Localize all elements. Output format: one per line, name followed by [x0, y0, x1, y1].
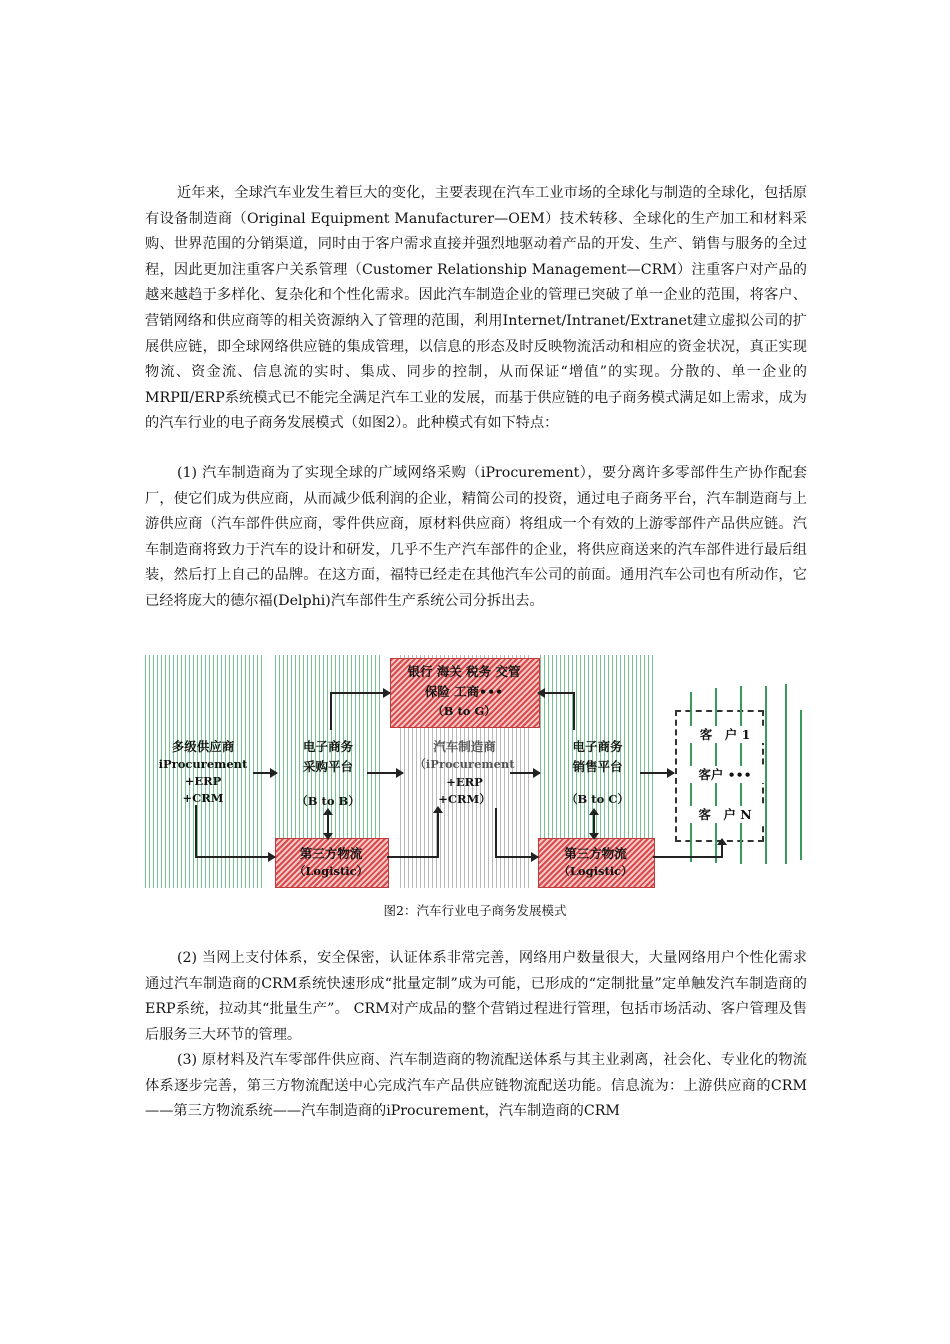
- gov-right-connector: [573, 692, 575, 730]
- supplier-line4: +CRM: [182, 791, 224, 805]
- logistic-left-line2: （Logistic）: [293, 864, 369, 878]
- sales-line3: （B to C）: [566, 792, 629, 806]
- sales-logistic-link: [593, 810, 595, 838]
- figure-caption: 图2：汽车行业电子商务发展模式: [383, 903, 567, 918]
- ecommerce-model-diagram: [145, 650, 810, 890]
- gov-line1: 银行 海关 税务 交管: [407, 664, 521, 679]
- manufacturer-line4: +CRM）: [438, 792, 491, 806]
- paragraph-feature-3: (3) 原材料及汽车零部件供应商、汽车制造商的物流配送体系与其主业剥离，社会化、专业化的物流体系逐步完善，第三方物流配送中心完成汽车产品供应链物流配送功能。信息流为：上游供应商的CRM——第三方物流系统——汽车制造商的iProcurement，汽车制造商的CRM: [145, 1052, 807, 1120]
- gov-line3: （B to G）: [432, 704, 496, 718]
- customer-stripe-6: [800, 710, 802, 860]
- supplier-line2: iProcurement: [158, 757, 248, 771]
- manufacturer-line1: 汽车制造商: [433, 739, 496, 754]
- customer-stripe-5: [785, 684, 787, 864]
- supplier-line1: 多级供应商: [171, 739, 235, 754]
- paragraph-feature-2: (2) 当网上支付体系，安全保密，认证体系非常完善，网络用户数量很大，大量网络用户个性化需求通过汽车制造商的CRM系统快速形成“批量定制”成为可能，已形成的“定制批量”定单触发汽车制造商的ERP系统，拉动其“批量生产”。 CRM对产成品的整个营销过程进行管理，包括市场活动、客户管理及售后服务三大环节的管理。: [145, 950, 807, 1043]
- logistic-right-line2: （Logistic）: [558, 864, 633, 878]
- sales-line1: 电子商务: [572, 739, 623, 754]
- arrow-manufacturer-to-sales: [510, 772, 540, 774]
- procure-line2: 采购平台: [302, 759, 353, 774]
- procure-line1: 电子商务: [302, 739, 353, 754]
- procure-line3: （B to B）: [296, 794, 360, 808]
- arrow-supplier-to-procure: [253, 772, 277, 774]
- gov-left-connector: [330, 692, 332, 730]
- gov-left-arrow: [330, 692, 390, 694]
- arrow-procure-to-manufacturer: [367, 772, 403, 774]
- customer-stripe-4: [765, 686, 767, 864]
- manufacturer-line3: +ERP: [446, 775, 483, 789]
- gov-right-arrow: [538, 692, 573, 694]
- logistic-to-customers-arrow: [721, 840, 723, 858]
- customer-etc: 客户 •••: [685, 766, 765, 783]
- supplier-down-line: [195, 805, 197, 857]
- sales-line2: 销售平台: [572, 759, 623, 774]
- manufacturer-line2: （iProcurement: [414, 757, 515, 771]
- supplier-line3: +ERP: [184, 774, 222, 788]
- procure-logistic-link: [327, 810, 329, 838]
- gov-line2: 保险 工商•••: [424, 684, 504, 699]
- arrow-sales-to-customers: [640, 772, 674, 774]
- supplier-to-logistic-arrow: [195, 856, 275, 858]
- paragraph-feature-1: (1) 汽车制造商为了实现全球的广域网络采购（iProcurement），要分离许多零部件生产协作配套厂，使它们成为供应商，从而减少低利润的企业，精简公司的投资，通过电子商务平台，汽车制造商与上游供应商（汽车部件供应商，零件供应商，原材料供应商）将组成一个有效的上游零部件产品供应链。汽车制造商将致力于汽车的设计和研发，几乎不生产汽车部件的企业，将供应商送来的汽车部件进行最后组装，然后打上自己的品牌。在这方面，福特已经走在其他汽车公司的前面。通用汽车公司也有所动作，它已经将庞大的德尔福(Delphi)汽车部件生产系统公司分拆出去。: [145, 465, 807, 609]
- logistic-to-customers-line: [653, 856, 721, 858]
- logistic-right-line1: 第三方物流: [564, 846, 627, 861]
- manufacturer-down-line: [495, 808, 497, 858]
- logistic-to-manufacturer-arrow: [437, 808, 439, 858]
- manufacturer-to-logistic-arrow: [495, 856, 538, 858]
- customer-n: 客 户 N: [685, 806, 765, 823]
- logistic-to-manufacturer-line: [387, 856, 437, 858]
- paragraph-intro: 近年来，全球汽车业发生着巨大的变化，主要表现在汽车工业市场的全球化与制造的全球化，包括原有设备制造商（Original Equipment Manufacturer—OEM）技术转移、全球化的生产加工和材料采购、世界范围的分销渠道，同时由于客户需求直接并强烈地驱动着产品的开发、生产、销售与服务的全过程，因此更加注重客户关系管理（Customer Relationship Management—CRM）注重客户对产品的越来越趋于多样化、复杂化和个性化需求。因此汽车制造企业的管理已突破了单一企业的范围，将客户、营销网络和供应商等的相关资源纳入了管理的范围，利用Internet/Intranet/Extranet建立虚拟公司的扩展供应链，即全球网络供应链的集成管理，以信息的形态及时反映物流活动和相应的资金状况，真正实现物流、资金流、信息流的实时、集成、同步的控制，从而保证“增值”的实现。分散的、单一企业的MRPⅡ/ERP系统模式已不能完全满足汽车工业的发展，而基于供应链的电子商务模式满足如上需求，成为的汽车行业的电子商务发展模式（如图2）。此种模式有如下特点：: [145, 185, 807, 432]
- customer-1: 客 户 1: [685, 726, 765, 743]
- logistic-left-line1: 第三方物流: [299, 846, 363, 861]
